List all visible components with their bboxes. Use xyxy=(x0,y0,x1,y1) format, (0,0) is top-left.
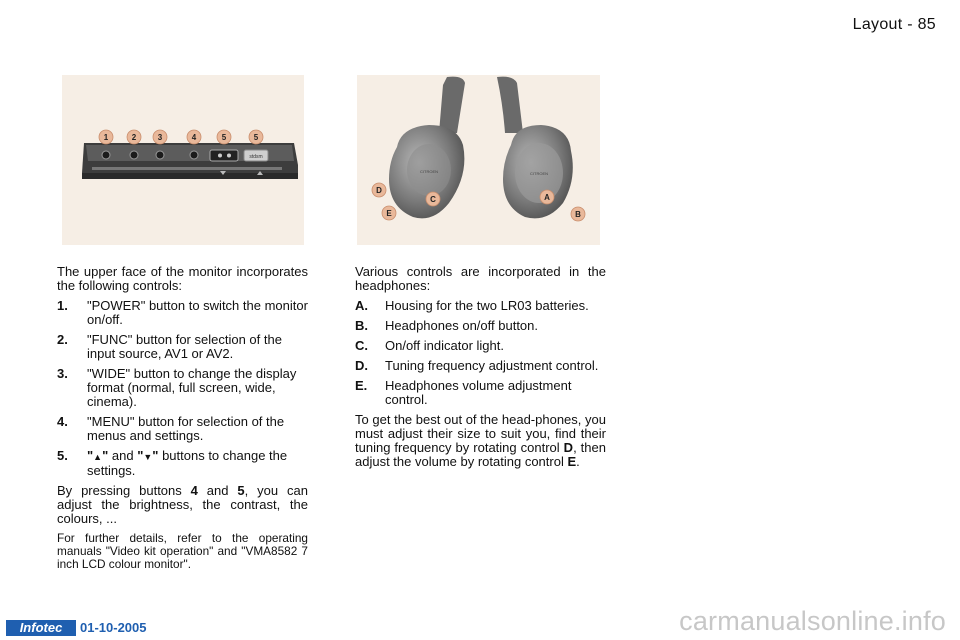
monitor-intro: The upper face of the monitor incorporates the following controls: xyxy=(57,264,308,293)
item-text: Headphones on/off button. xyxy=(385,318,538,333)
callout-3: 3 xyxy=(157,133,163,142)
callout-4: 4 xyxy=(191,133,197,142)
item-text: On/off indicator light. xyxy=(385,338,504,353)
manuals-note: For further details, refer to the operating manuals "Video kit operation" and "VMA8582 7 inch LCD colour monitor". xyxy=(57,531,308,571)
monitor-illustration xyxy=(62,75,304,245)
item-key: A. xyxy=(355,298,368,313)
headphones-item-a xyxy=(355,299,606,313)
headphones-controls-text xyxy=(355,265,606,475)
headphones-intro: Various controls are incorporated in the headphones: xyxy=(355,264,606,293)
headphones-illustration xyxy=(357,75,600,245)
item-text: "FUNC" button for selection of the input source, AV1 or AV2. xyxy=(87,332,282,361)
headphones-item-d xyxy=(355,359,606,373)
label-d: D xyxy=(376,186,382,195)
monitor-item-3 xyxy=(57,367,308,409)
item-text: "▲" and "▼" buttons to change the settings. xyxy=(87,448,288,478)
item-key: 1. xyxy=(57,298,68,313)
tip-paragraph: To get the best out of the head-phones, you must adjust their size to suit you, find their tuning frequency by rotating control D, then adjust the volume by rotating control E. xyxy=(355,412,606,469)
label-c: C xyxy=(430,195,436,204)
callout-1: 1 xyxy=(103,133,109,142)
item-key: C. xyxy=(355,338,368,353)
label-a: A xyxy=(544,193,550,202)
item-key: 3. xyxy=(57,366,68,381)
item-key: 4. xyxy=(57,414,68,429)
monitor-figure xyxy=(62,75,304,245)
headphones-item-c xyxy=(355,339,606,353)
headphones-item-b xyxy=(355,319,606,333)
infotec-logo: Infotec xyxy=(6,620,76,636)
stdsm-button-label: stdsm xyxy=(249,154,263,160)
callout-5b: 5 xyxy=(253,133,259,142)
item-text: "WIDE" button to change the display format (normal, full screen, wide, cinema). xyxy=(87,366,297,409)
watermark: carmanualsonline.info xyxy=(679,606,946,636)
monitor-controls-text xyxy=(57,265,308,577)
item-text: Headphones volume adjustment control. xyxy=(385,378,572,407)
pressing-paragraph: By pressing buttons 4 and 5, you can adjust the brightness, the contrast, the colours, ... xyxy=(57,483,308,526)
monitor-item-1 xyxy=(57,299,308,327)
item-key: D. xyxy=(355,358,368,373)
callout-5a: 5 xyxy=(221,133,227,142)
footer-date: 01-10-2005 xyxy=(80,620,147,635)
page-header: Layout - 85 xyxy=(852,16,936,33)
label-b: B xyxy=(575,210,581,219)
item-key: B. xyxy=(355,318,368,333)
headphone-brand-right: CITROEN xyxy=(530,171,548,176)
headphone-brand-left: CITROEN xyxy=(420,169,438,174)
item-key: E. xyxy=(355,378,368,393)
item-text: Tuning frequency adjustment control. xyxy=(385,358,599,373)
monitor-item-4 xyxy=(57,415,308,443)
item-key: 2. xyxy=(57,332,68,347)
item-text: "POWER" button to switch the monitor on/off. xyxy=(87,298,308,327)
monitor-item-5 xyxy=(57,449,308,478)
item-text: Housing for the two LR03 batteries. xyxy=(385,298,589,313)
item-key: 5. xyxy=(57,448,68,463)
arrow-down-icon: ▼ xyxy=(143,452,153,462)
headphones-figure xyxy=(357,75,600,245)
arrow-up-icon: ▲ xyxy=(93,452,103,462)
item-text: "MENU" button for selection of the menus and settings. xyxy=(87,414,285,443)
label-e: E xyxy=(386,209,392,218)
callout-2: 2 xyxy=(131,133,137,142)
headphones-item-e xyxy=(355,379,606,407)
monitor-item-2 xyxy=(57,333,308,361)
